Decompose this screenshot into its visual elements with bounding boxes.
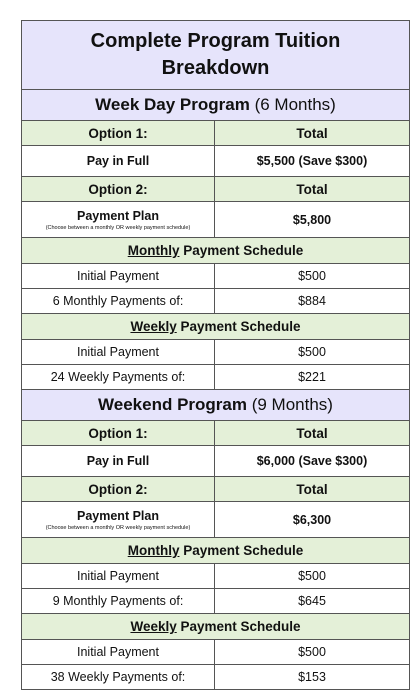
monthly-schedule-heading (22, 238, 410, 264)
option-header-row (22, 477, 410, 502)
schedule-heading-rest: Payment Schedule (176, 619, 301, 634)
program-duration: (6 Months) (254, 95, 336, 114)
schedule-row-label: Initial Payment (22, 564, 215, 589)
table-title: Complete Program Tuition Breakdown (22, 21, 410, 90)
option-header-row (22, 177, 410, 202)
schedule-row-label: Initial Payment (22, 640, 215, 665)
monthly-schedule-heading (22, 538, 410, 564)
payment-plan-label: Payment Plan (77, 508, 159, 523)
schedule-heading-underlined: Monthly (127, 243, 180, 258)
schedule-row (22, 340, 410, 365)
pay-in-full-value: $5,500 (Save $300) (215, 146, 410, 177)
program-duration: (9 Months) (251, 395, 333, 414)
pay-in-full-row (22, 146, 410, 177)
program-header (22, 90, 410, 121)
schedule-heading-underlined: Weekly (130, 619, 177, 634)
schedule-header-row (22, 238, 410, 264)
schedule-row-label: 38 Weekly Payments of: (22, 665, 215, 690)
tuition-table (21, 20, 410, 690)
total-label: Total (215, 121, 410, 146)
option-label: Option 1: (22, 421, 215, 446)
schedule-row (22, 640, 410, 665)
schedule-row-label: Initial Payment (22, 340, 215, 365)
payment-plan-row (22, 202, 410, 238)
schedule-row-label: 6 Monthly Payments of: (22, 289, 215, 314)
program-header-row (22, 390, 410, 421)
option-label: Option 2: (22, 477, 215, 502)
schedule-row-value: $153 (215, 665, 410, 690)
schedule-heading-rest: Payment Schedule (179, 243, 304, 258)
option-label: Option 2: (22, 177, 215, 202)
schedule-heading-rest: Payment Schedule (179, 543, 304, 558)
payment-plan-row (22, 502, 410, 538)
schedule-row-label: 24 Weekly Payments of: (22, 365, 215, 390)
schedule-row (22, 665, 410, 690)
schedule-row-value: $500 (215, 340, 410, 365)
weekly-schedule-heading (22, 314, 410, 340)
total-label: Total (215, 177, 410, 202)
schedule-header-row (22, 538, 410, 564)
schedule-row-value: $221 (215, 365, 410, 390)
pay-in-full-value: $6,000 (Save $300) (215, 446, 410, 477)
payment-plan-value: $6,300 (215, 502, 410, 538)
payment-plan-value: $5,800 (215, 202, 410, 238)
payment-plan-label: Payment Plan (77, 208, 159, 223)
option-header-row (22, 421, 410, 446)
schedule-row (22, 365, 410, 390)
schedule-row-label: Initial Payment (22, 264, 215, 289)
schedule-heading-rest: Payment Schedule (176, 319, 301, 334)
schedule-row-value: $500 (215, 564, 410, 589)
schedule-row (22, 589, 410, 614)
schedule-header-row (22, 314, 410, 340)
payment-plan-cell (22, 502, 215, 538)
option-header-row (22, 121, 410, 146)
schedule-row-value: $884 (215, 289, 410, 314)
schedule-row-value: $645 (215, 589, 410, 614)
schedule-row-label: 9 Monthly Payments of: (22, 589, 215, 614)
payment-plan-note: (Choose between a monthly OR weekly payment schedule) (45, 224, 191, 231)
schedule-heading-underlined: Monthly (127, 543, 180, 558)
weekly-schedule-heading (22, 614, 410, 640)
schedule-row-value: $500 (215, 640, 410, 665)
schedule-row (22, 289, 410, 314)
schedule-header-row (22, 614, 410, 640)
option-label: Option 1: (22, 121, 215, 146)
schedule-heading-underlined: Weekly (130, 319, 177, 334)
schedule-row-value: $500 (215, 264, 410, 289)
program-header-row (22, 90, 410, 121)
title-row (22, 21, 410, 90)
program-name: Week Day Program (95, 95, 250, 114)
pay-in-full-row (22, 446, 410, 477)
total-label: Total (215, 477, 410, 502)
pay-in-full-label: Pay in Full (22, 146, 215, 177)
total-label: Total (215, 421, 410, 446)
tuition-table-container (21, 20, 409, 690)
payment-plan-note: (Choose between a monthly OR weekly payment schedule) (45, 524, 191, 531)
program-name: Weekend Program (98, 395, 247, 414)
schedule-row (22, 564, 410, 589)
pay-in-full-label: Pay in Full (22, 446, 215, 477)
payment-plan-cell (22, 202, 215, 238)
schedule-row (22, 264, 410, 289)
program-header (22, 390, 410, 421)
